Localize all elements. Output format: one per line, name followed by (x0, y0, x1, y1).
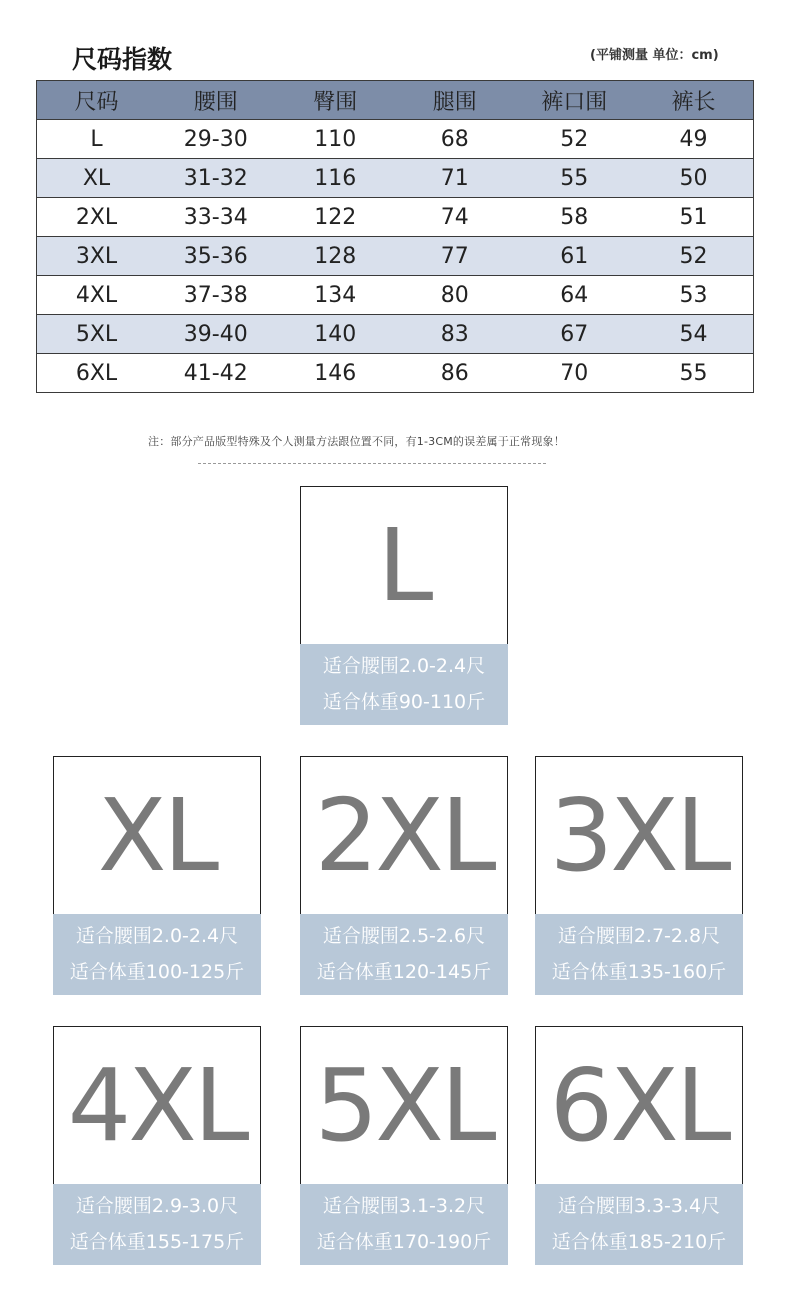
size-label: 3XL (549, 776, 729, 894)
table-cell: 80 (395, 276, 515, 315)
table-cell: 83 (395, 315, 515, 354)
table-cell: 53 (634, 276, 754, 315)
fit-weight: 适合体重90-110斤 (322, 691, 486, 713)
size-label: L (377, 506, 431, 624)
table-cell: 52 (634, 237, 754, 276)
table-cell: 77 (395, 237, 515, 276)
column-header: 裤长 (634, 81, 754, 120)
fit-waist: 适合腰围3.1-3.2尺 (322, 1195, 486, 1217)
size-label-box (535, 756, 743, 914)
table-cell: 54 (634, 315, 754, 354)
size-label: 2XL (314, 776, 494, 894)
size-fit-info (53, 914, 261, 995)
table-cell: 55 (515, 159, 635, 198)
table-cell: 134 (276, 276, 396, 315)
size-fit-info (53, 1184, 261, 1265)
table-cell: 122 (276, 198, 396, 237)
fit-weight: 适合体重100-125斤 (69, 961, 245, 983)
column-header: 腰围 (156, 81, 276, 120)
size-card-3xl (535, 756, 743, 995)
table-cell: XL (37, 159, 157, 198)
size-label: 5XL (314, 1046, 494, 1164)
column-header: 腿围 (395, 81, 515, 120)
table-cell: 39-40 (156, 315, 276, 354)
table-cell: 67 (515, 315, 635, 354)
table-cell: 29-30 (156, 120, 276, 159)
table-row (37, 315, 754, 354)
size-label: 4XL (67, 1046, 247, 1164)
size-card-xl (53, 756, 261, 995)
table-cell: 4XL (37, 276, 157, 315)
table-header-row (37, 81, 754, 120)
table-cell: 51 (634, 198, 754, 237)
fit-weight: 适合体重170-190斤 (316, 1231, 492, 1253)
measurement-note: 注：部分产品版型特殊及个人测量方法跟位置不同，有1-3CM的误差属于正常现象！ (148, 435, 565, 448)
table-row (37, 120, 754, 159)
size-fit-info (300, 1184, 508, 1265)
page-title: 尺码指数 (72, 45, 173, 74)
table-cell: 31-32 (156, 159, 276, 198)
size-label-box (300, 1026, 508, 1184)
size-fit-info (535, 1184, 743, 1265)
table-cell: 61 (515, 237, 635, 276)
table-cell: 116 (276, 159, 396, 198)
column-header: 臀围 (276, 81, 396, 120)
table-cell: 2XL (37, 198, 157, 237)
column-header: 裤口围 (515, 81, 635, 120)
fit-waist: 适合腰围2.0-2.4尺 (322, 655, 486, 677)
table-cell: 86 (395, 354, 515, 393)
fit-waist: 适合腰围2.0-2.4尺 (75, 925, 239, 947)
size-label-box (300, 486, 508, 644)
table-cell: 35-36 (156, 237, 276, 276)
table-cell: 146 (276, 354, 396, 393)
table-cell: 37-38 (156, 276, 276, 315)
size-fit-info (535, 914, 743, 995)
table-row (37, 198, 754, 237)
size-card-5xl (300, 1026, 508, 1265)
fit-weight: 适合体重135-160斤 (551, 961, 727, 983)
unit-note: (平铺测量 单位：cm) (590, 48, 719, 63)
size-label: 6XL (549, 1046, 729, 1164)
table-cell: 64 (515, 276, 635, 315)
table-row (37, 276, 754, 315)
table-cell: 110 (276, 120, 396, 159)
table-cell: 5XL (37, 315, 157, 354)
table-cell: 50 (634, 159, 754, 198)
table-cell: 49 (634, 120, 754, 159)
table-cell: 74 (395, 198, 515, 237)
fit-waist: 适合腰围2.9-3.0尺 (75, 1195, 239, 1217)
table-cell: 58 (515, 198, 635, 237)
fit-waist: 适合腰围3.3-3.4尺 (557, 1195, 721, 1217)
table-cell: 6XL (37, 354, 157, 393)
table-cell: 128 (276, 237, 396, 276)
size-card-l (300, 486, 508, 725)
table-cell: 140 (276, 315, 396, 354)
size-card-6xl (535, 1026, 743, 1265)
fit-weight: 适合体重120-145斤 (316, 961, 492, 983)
table-cell: 71 (395, 159, 515, 198)
size-card-2xl (300, 756, 508, 995)
size-table (36, 80, 754, 393)
table-row (37, 237, 754, 276)
table-cell: 55 (634, 354, 754, 393)
size-label-box (300, 756, 508, 914)
table-row (37, 354, 754, 393)
size-fit-info (300, 644, 508, 725)
table-cell: 68 (395, 120, 515, 159)
table-cell: 70 (515, 354, 635, 393)
note-divider (198, 463, 546, 464)
fit-weight: 适合体重155-175斤 (69, 1231, 245, 1253)
size-label-box (535, 1026, 743, 1184)
size-card-4xl (53, 1026, 261, 1265)
table-cell: L (37, 120, 157, 159)
table-cell: 52 (515, 120, 635, 159)
column-header: 尺码 (37, 81, 157, 120)
size-label: XL (97, 776, 217, 894)
fit-weight: 适合体重185-210斤 (551, 1231, 727, 1253)
table-row (37, 159, 754, 198)
size-fit-info (300, 914, 508, 995)
fit-waist: 适合腰围2.5-2.6尺 (322, 925, 486, 947)
size-label-box (53, 1026, 261, 1184)
table-cell: 33-34 (156, 198, 276, 237)
table-cell: 41-42 (156, 354, 276, 393)
size-label-box (53, 756, 261, 914)
table-cell: 3XL (37, 237, 157, 276)
fit-waist: 适合腰围2.7-2.8尺 (557, 925, 721, 947)
